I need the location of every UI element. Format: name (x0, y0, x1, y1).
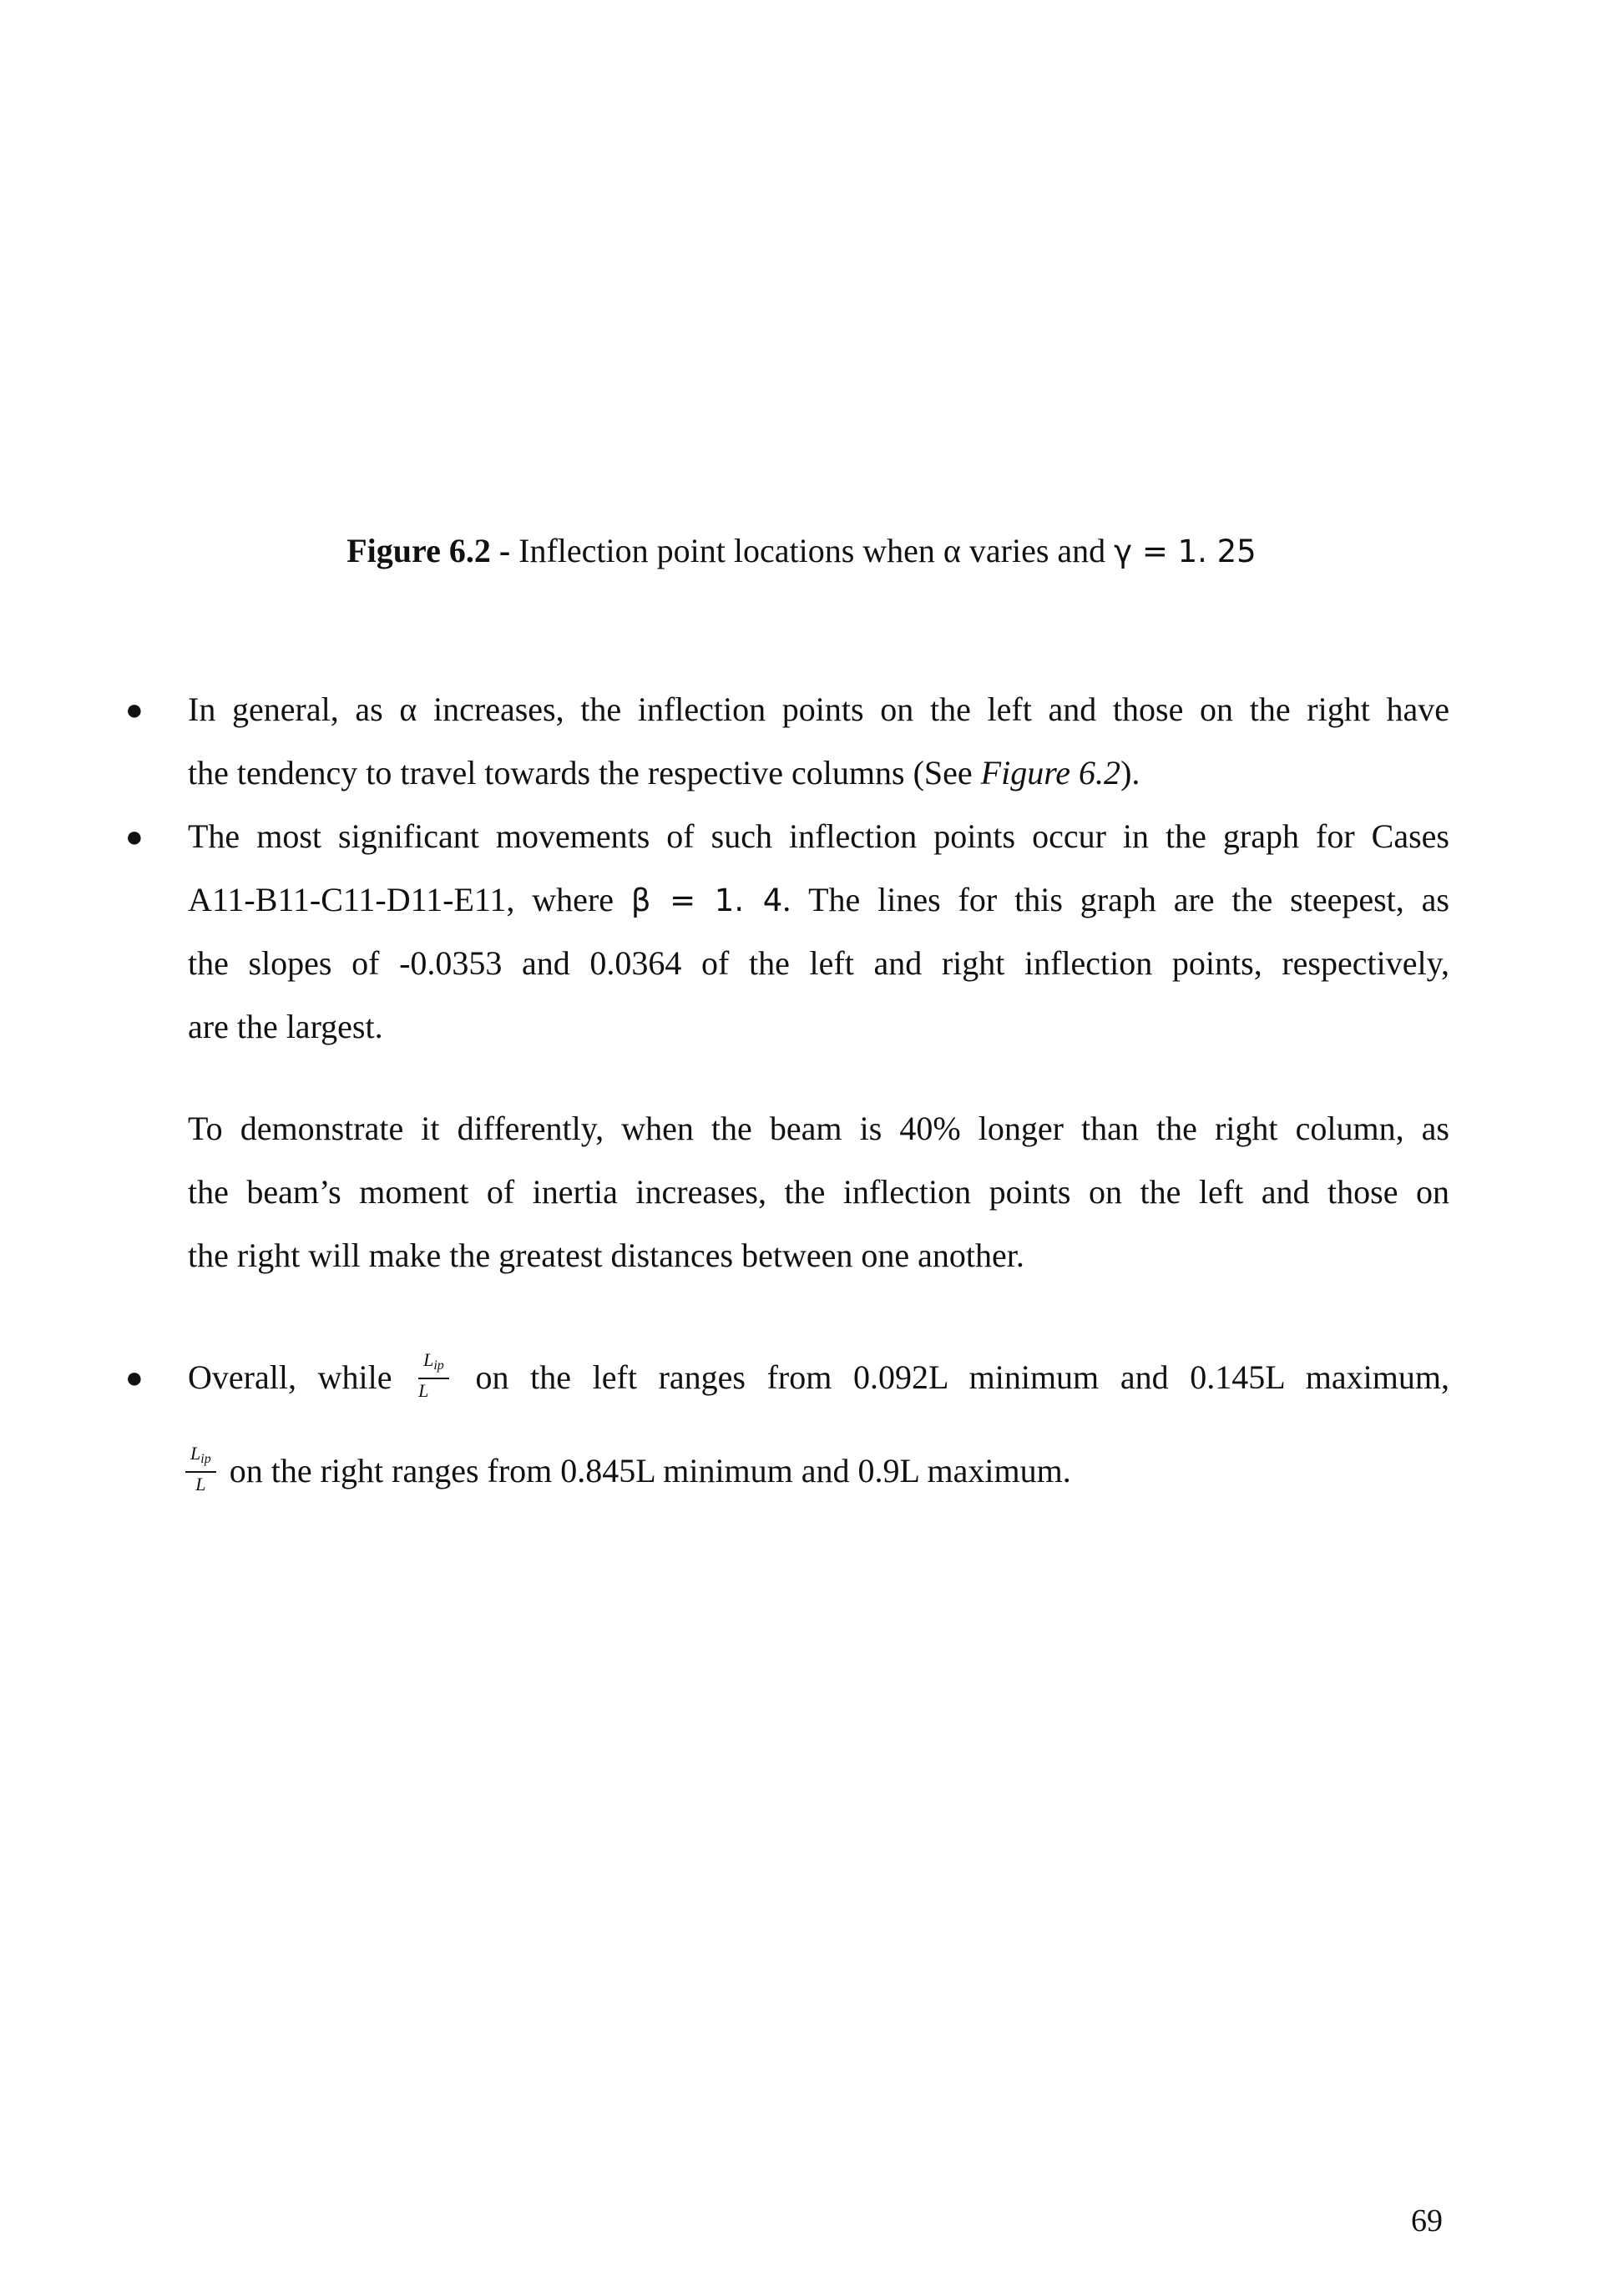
figure-reference: Figure 6.2 (980, 754, 1121, 791)
fraction-denominator: L (418, 1380, 429, 1402)
numerator-symbol: L (190, 1443, 201, 1464)
text-line (185, 1439, 1447, 1503)
text-line: the slopes of -0.0353 and 0.0364 of the left and right inflection points, respectively, (188, 944, 1449, 982)
bullet-paragraph-3 (188, 1346, 1449, 1409)
text-line: To demonstrate it differently, when the beam is 40% longer than the right column, as (188, 1110, 1449, 1147)
text-line: are the largest. (188, 1008, 383, 1045)
bullet-marker: ● (125, 693, 144, 726)
text-line: In general, as α increases, the inflection points on the left and those on the right have (188, 690, 1449, 728)
numerator-subscript: ip (433, 1358, 444, 1373)
caption-math: γ = 1. 25 (1114, 534, 1257, 569)
bullet-paragraph-3-continued (185, 1439, 1447, 1503)
figure-label: Figure 6.2 - (346, 532, 511, 569)
fraction-lip-over-l (418, 1350, 449, 1401)
text-fragment: . The lines for this graph are the steepest, as (782, 881, 1449, 918)
bullet-marker: ● (125, 1361, 144, 1394)
text-line: the right will make the greatest distances between one another. (188, 1237, 1024, 1274)
text-fragment: on the left ranges from 0.092L minimum and 0.145L maximum, (475, 1358, 1450, 1396)
page-number: 69 (1411, 2203, 1443, 2238)
bullet-paragraph-1 (188, 678, 1449, 805)
bullet-marker: ● (125, 820, 144, 853)
figure-caption (0, 526, 1603, 577)
beta-math: β = 1. 4 (630, 882, 783, 918)
caption-text: Inflection point locations when α varies and (510, 532, 1115, 569)
text-fragment: the tendency to travel towards the respective columns (See (188, 754, 981, 791)
fraction-numerator (185, 1444, 216, 1473)
fraction-numerator (418, 1350, 449, 1379)
fraction-lip-over-l (185, 1444, 216, 1494)
text-fragment: Overall, while (188, 1358, 392, 1396)
fraction-denominator: L (195, 1474, 206, 1495)
text-line: the beam’s moment of inertia increases, the inflection points on the left and those on (188, 1173, 1449, 1211)
text-line: The most significant movements of such inflection points occur in the graph for Cases (188, 817, 1449, 855)
bullet-paragraph-2 (188, 805, 1449, 1059)
text-fragment: ). (1120, 754, 1140, 791)
body-paragraph (188, 1097, 1449, 1287)
text-line (188, 741, 1449, 805)
text-line (188, 868, 1449, 932)
text-line (188, 1346, 1449, 1409)
text-fragment: on the right ranges from 0.845L minimum and 0.9L maximum. (229, 1452, 1071, 1489)
numerator-subscript: ip (200, 1452, 211, 1467)
numerator-symbol: L (423, 1349, 434, 1371)
text-fragment: A11-B11-C11-D11-E11, where (188, 881, 631, 918)
